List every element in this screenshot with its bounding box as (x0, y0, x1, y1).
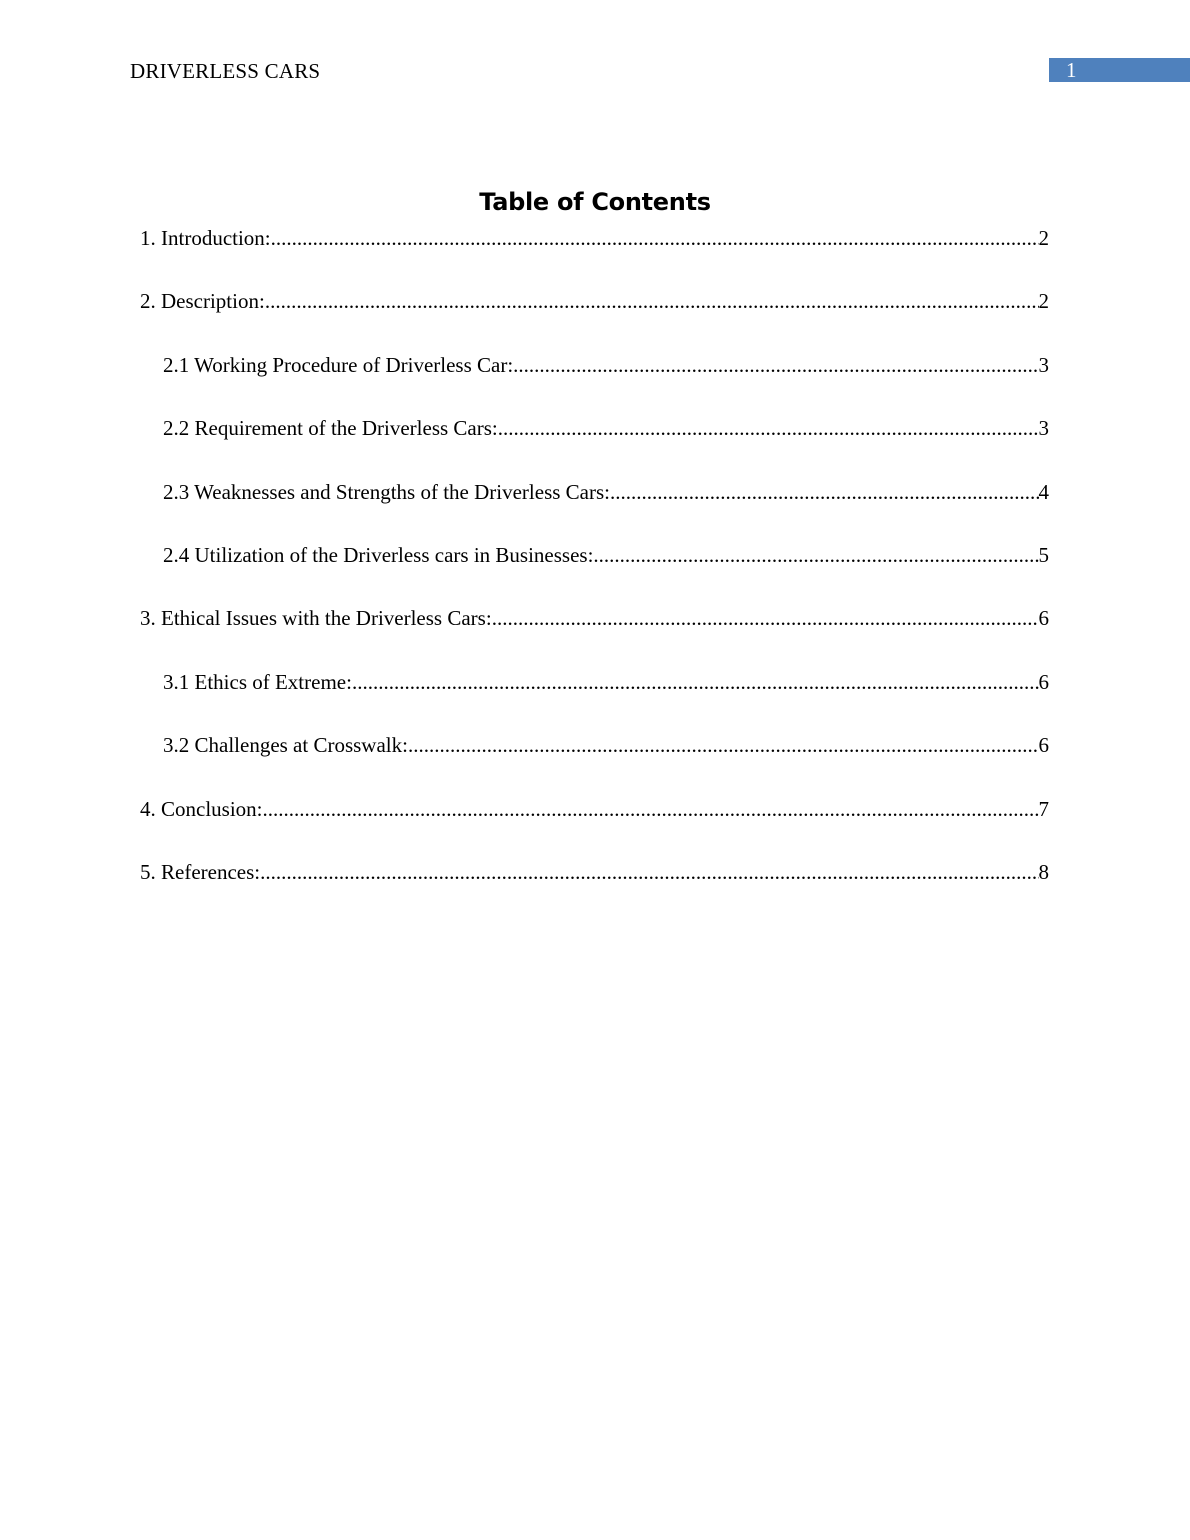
running-head: DRIVERLESS CARS (130, 59, 321, 83)
toc-entry-label: 2.4 Utilization of the Driverless cars in Businesses: (163, 543, 594, 567)
toc-entry[interactable] (140, 286, 1049, 316)
toc-entry[interactable] (163, 540, 1049, 570)
toc-dot-leader (492, 603, 1039, 633)
toc-entry-label: 1. Introduction: (140, 226, 271, 250)
page-number: 1 (1066, 58, 1077, 82)
toc-dot-leader (408, 730, 1039, 760)
toc-entry-page: 8 (1038, 860, 1049, 884)
toc-entry[interactable] (163, 350, 1049, 380)
toc-dot-leader (610, 477, 1039, 507)
toc-entry-page: 5 (1038, 543, 1049, 567)
toc-entry-label: 2. Description: (140, 289, 265, 313)
toc-entry-page: 6 (1038, 606, 1049, 630)
toc-entry-page: 2 (1038, 289, 1049, 313)
toc-dot-leader (260, 857, 1038, 887)
toc-entry-label: 2.2 Requirement of the Driverless Cars: (163, 416, 498, 440)
toc-entry[interactable] (140, 857, 1049, 887)
toc-dot-leader (593, 540, 1038, 570)
toc-entry[interactable] (140, 603, 1049, 633)
toc-entry-page: 3 (1038, 353, 1049, 377)
toc-entry[interactable] (163, 730, 1049, 760)
toc-entry-page: 4 (1038, 480, 1049, 504)
toc-entry-page: 2 (1038, 226, 1049, 250)
toc-entry[interactable] (163, 477, 1049, 507)
toc-title: Table of Contents (479, 188, 711, 216)
toc-entry-label: 2.3 Weaknesses and Strengths of the Driverless Cars: (163, 480, 610, 504)
toc-entry-label: 4. Conclusion: (140, 797, 263, 821)
toc-entry-page: 6 (1038, 733, 1049, 757)
toc-entry-label: 2.1 Working Procedure of Driverless Car: (163, 353, 514, 377)
toc-entry[interactable] (163, 413, 1049, 443)
toc-entry-label: 3.2 Challenges at Crosswalk: (163, 733, 408, 757)
toc-entry-label: 3.1 Ethics of Extreme: (163, 670, 352, 694)
toc-dot-leader (271, 223, 1039, 253)
toc-dot-leader (498, 413, 1039, 443)
toc-entry-label: 3. Ethical Issues with the Driverless Cars: (140, 606, 492, 630)
toc-entry-label: 5. References: (140, 860, 261, 884)
toc-dot-leader (265, 286, 1039, 316)
toc-dot-leader (513, 350, 1038, 380)
toc-dot-leader (352, 667, 1039, 697)
toc-entry-page: 7 (1038, 797, 1049, 821)
toc-entry[interactable] (140, 223, 1049, 253)
toc-entry-page: 6 (1038, 670, 1049, 694)
toc-entry[interactable] (163, 667, 1049, 697)
toc-dot-leader (263, 794, 1039, 824)
toc-entry-page: 3 (1038, 416, 1049, 440)
toc-entry[interactable] (140, 794, 1049, 824)
